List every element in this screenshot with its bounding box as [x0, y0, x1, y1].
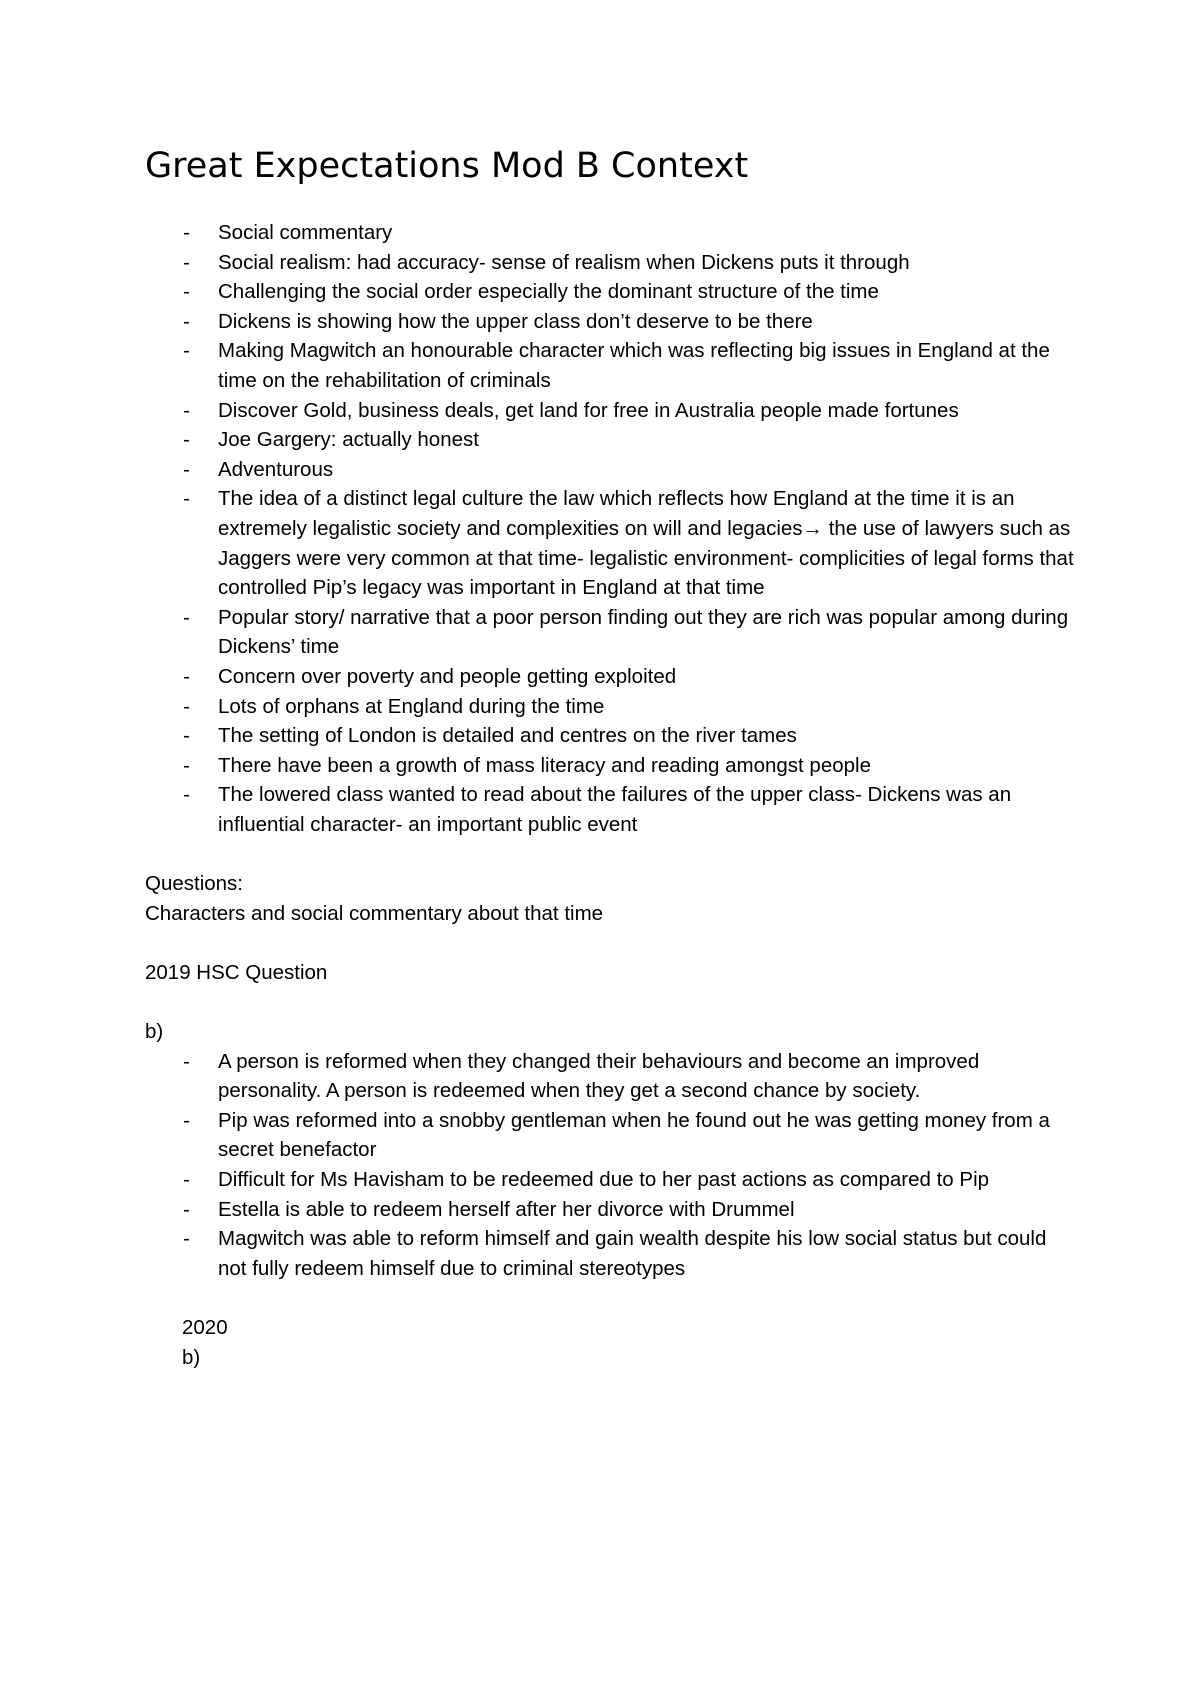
list-item: - The idea of a distinct legal culture the law which reflects how England at the time it is an extremely legalistic society and complexities on will and legacies→ the use of lawyers such as Jaggers were very common at that time- legalistic environment- complicities of legal forms that controlled Pip’s legacy was important in England at that time — [218, 484, 1075, 602]
list-item: - Difficult for Ms Havisham to be redeemed due to her past actions as compared to Pip — [218, 1165, 1075, 1195]
hsc-2019-points-list — [145, 1047, 1075, 1284]
part-b-label: b) — [145, 1020, 164, 1044]
list-item: - Dickens is showing how the upper class don’t deserve to be there — [218, 307, 1075, 337]
document-body — [145, 218, 1075, 1372]
questions-text: Characters and social commentary about that time — [145, 901, 604, 925]
list-item: - There have been a growth of mass literacy and reading amongst people — [218, 751, 1075, 781]
list-item: - Challenging the social order especially the dominant structure of the time — [218, 277, 1075, 307]
spacer — [145, 987, 1075, 1017]
list-item: - Pip was reformed into a snobby gentleman when he found out he was getting money from a secret benefactor — [218, 1106, 1075, 1165]
spacer — [145, 1283, 1075, 1313]
document-title: Great Expectations Mod B Context — [145, 146, 749, 186]
list-item: - The lowered class wanted to read about the failures of the upper class- Dickens was an influential character- an important public event — [218, 780, 1075, 839]
part-b-label-2020: b) — [182, 1345, 201, 1369]
list-item: - The setting of London is detailed and centres on the river tames — [218, 721, 1075, 751]
list-item: - Making Magwitch an honourable character which was reflecting big issues in England at the time on the rehabilitation of criminals — [218, 336, 1075, 395]
list-item: - Social realism: had accuracy- sense of realism when Dickens puts it through — [218, 248, 1075, 278]
spacer — [145, 839, 1075, 869]
list-item: - Discover Gold, business deals, get land for free in Australia people made fortunes — [218, 396, 1075, 426]
questions-heading: Questions: — [145, 872, 243, 896]
list-item: - Joe Gargery: actually honest — [218, 425, 1075, 455]
year-2020-heading: 2020 — [182, 1315, 228, 1339]
list-item: - Popular story/ narrative that a poor person finding out they are rich was popular among during Dickens’ time — [218, 603, 1075, 662]
spacer — [145, 928, 1075, 958]
list-item: - Adventurous — [218, 455, 1075, 485]
list-item: - Magwitch was able to reform himself and gain wealth despite his low social status but could not fully redeem himself due to criminal stereotypes — [218, 1224, 1075, 1283]
hsc-2019-heading: 2019 HSC Question — [145, 960, 328, 984]
list-item: - Estella is able to redeem herself after her divorce with Drummel — [218, 1195, 1075, 1225]
list-item: - Concern over poverty and people getting exploited — [218, 662, 1075, 692]
list-item: - Lots of orphans at England during the time — [218, 692, 1075, 722]
context-points-list — [145, 218, 1075, 839]
list-item: - A person is reformed when they changed their behaviours and become an improved personality. A person is redeemed when they get a second chance by society. — [218, 1047, 1075, 1106]
list-item: - Social commentary — [218, 218, 1075, 248]
